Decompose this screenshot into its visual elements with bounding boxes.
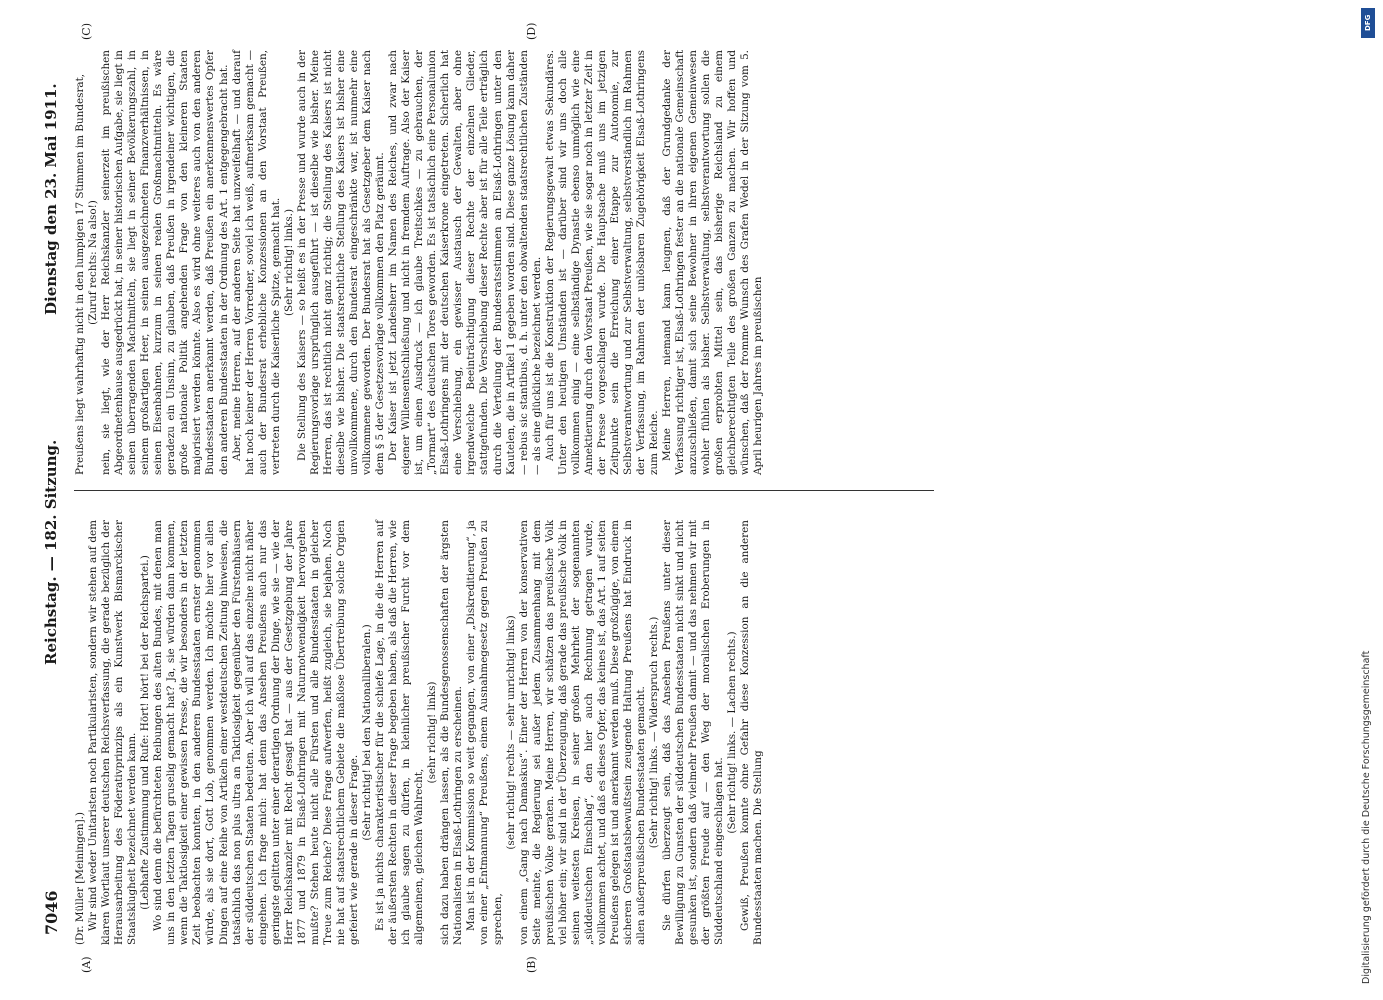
session-title: Reichstag. — 182. Sitzung.	[42, 439, 60, 665]
margin-marker-b: (B)	[525, 956, 538, 973]
paragraph: Auch für uns ist die Konstruktion der Regierungsgewalt etwas Sekundäres. Unter den heutigen Umständen ist — darüber sind wir uns doch alle vollkommen einig — eine selbständige Dynastie ebenso unmöglich wie eine Annektierung durch den Vorstaat Preußen, wie sie sogar noch in letzter Zeit in der Presse vorgeschlagen wurde. Die Hauptsache muß uns im jetzigen Zeitpunkte sein die Erreichung einer Etappe zur Autonomie, zur Selbstverantwortung und zur Selbstverwaltung, selbstverständlich im Rahmen der Verfassung, im Rahmen der unlösbaren Zugehörigkeit Elsaß-Lothringens zum Reiche.	[543, 50, 661, 475]
paragraph: Preußens liegt wahrhaftig nicht in den lumpigen 17 Stimmen im Bundesrat,	[74, 73, 86, 475]
paragraph: Meine Herren, niemand kann leugnen, daß der Grundgedanke der Verfassung richtiger ist, Elsaß-Lothringen fester an die nationale Gemeinschaft anzuschließen, damit sich seine Bewohner in ihren eigenen Gemeinwesen wohler fühlen als bisher. Selbstverwaltung, selbstverantwortung sollen die großen erprobten Mittel sein, das bisherige Reichsland zu einem gleichberechtigten Teile des großen Ganzen zu machen. Wir hoffen und wünschen, daß der fromme Wunsch des Grafen Wedel in der Sitzung vom 5. April heurigen Jahres im preußischen	[661, 50, 765, 475]
column-divider	[74, 490, 934, 491]
interjection: (sehr richtig! links)	[426, 681, 439, 784]
interjection: (Sehr richtig! links. — Widerspruch rechts.)	[648, 616, 661, 849]
interjection: (sehr richtig! rechts — sehr unrichtig! links)	[504, 615, 517, 850]
margin-marker-d: (D)	[525, 22, 538, 40]
paragraph: sich dazu haben drängen lassen, als die Bundesgenossenschaften der ärgsten Nationalisten in Elsaß-Lothringen zu erscheinen.	[439, 520, 465, 945]
margin-marker-c: (C)	[80, 23, 93, 40]
interjection: (Sehr richtig! links. — Lachen rechts.)	[726, 631, 739, 834]
paragraph: Man ist in der Kommission so weit gegangen, von einer „Diskreditierung“, ja von einer „Entmannung“ Preußens, einem Ausnahmegesetz gegen Preußen zu sprechen,	[465, 520, 504, 945]
paragraph: Die Stellung des Kaisers — so heißt es in der Presse und wurde auch in der Regierungsvorlage ursprünglich ausgeführt — ist dieselbe wie bisher. Meine Herren, das ist rechtlich nicht ganz richtig; die Stellung des Kaisers ist nicht dieselbe wie bisher. Die staatsrechtliche Stellung des Kaisers ist bisher eine unvollkommene, durch den Bundesrat eingeschränkte war, ist nunmehr eine vollkommene geworden. Der Bundesrat hat als Gesetzgeber dem Kaiser nach dem § 5 der Gesetzesvorlage vollkommen den Platz geräumt.	[295, 50, 387, 475]
paragraph: Wir sind weder Unitaristen noch Partikularisten, sondern wir stehen auf dem klaren Wortlaut unserer deutschen Reichsverfassung, die gerade bezüglich der Herausarbeitung des Föderativprinzips als ein Kunstwerk Bismarckischer Staatsklugheit bezeichnet werden kann.	[87, 520, 139, 945]
interjection: (Sehr richtig! links.)	[282, 208, 295, 317]
page-header	[40, 45, 68, 945]
text-column-right	[74, 50, 765, 475]
paragraph: Der Kaiser ist jetzt Landesherr im Namen des Reiches, und zwar nach eigener Willensentschließung und nicht in fremdem Auftrage. Also der Kaiser ist, um einen Ausdruck — ich glaube Treitschkes — zu gebrauchen, der „Tormart“ des deutschen Tores geworden. Es ist tatsächlich eine Personalunion Elsaß-Lothringens mit der deutschen Kaiserkrone eingetreten. Sicherlich hat eine Verschiebung, ein gewisser Austausch der Gewalten, aber ohne irgendwelche Beeinträchtigung dieser Rechte der einzelnen Glieder, stattgefunden. Die Verschiebung dieser Rechte aber ist für alle Teile erträglich durch die Verteilung der Bundesratsstimmen an Elsaß-Lothringen unter den Kautelen, die in Artikel 1 gegeben worden sind. Diese ganze Lösung kann daher — rebus sic stantibus, d. h. unter den obwaltenden staatsrechtlichen Zuständen — als eine glückliche bezeichnet werden.	[387, 50, 543, 475]
document-page	[40, 22, 1330, 973]
dfg-logo: DFG	[1361, 8, 1375, 38]
session-date: Dienstag den 23. Mai 1911.	[42, 83, 60, 315]
page-number: 7046	[42, 890, 61, 935]
interjection: (Sehr richtig! bei den Nationalliberalen.)	[361, 624, 374, 841]
paragraph: Sie dürfen überzeugt sein, daß das Ansehen Preußens unter dieser Bewilligung zu Gunsten der süddeutschen Bundesstaaten nicht sinkt und nicht gesunken ist, sondern daß vielmehr Preußen damit — und das nehmen wir mit der größten Freude auf — den Weg der moralischen Eroberungen in Süddeutschland eingeschlagen hat.	[661, 520, 726, 945]
margin-marker-a: (A)	[80, 956, 93, 973]
speaker-label: (Dr. Müller [Meiningen].)	[74, 812, 86, 945]
paragraph: Es ist ja nichts charakteristischer für die schiefe Lage, in die die Herren auf der äußersten Rechten in dieser Frage begeben haben, als daß die Herren, wie ich glaube sagen zu dürfen, in kleinlicher preußischer Furcht vor dem allgemeinen, gleichen Wahlrecht,	[374, 520, 426, 945]
paragraph: von einem „Gang nach Damaskus“. Einer der Herren von der konservativen Seite meinte, die Regierung sei außer jedem Zusammenhang mit dem preußischen Volke geraten. Meine Herren, wir schätzen das preußische Volk viel höher ein; wir sind in der Überzeugung, daß gerade das preußische Volk in seinen weitesten Kreisen, in seiner großen Mehrheit der sogenannten „süddeutschen Einschlag“, den hier auch Rechnung getragen wurde, vollkommen achtet, und daß es dieses Opfer, das keines ist, das Art. 1 auf seiten Preußens gelegen ist und anerkannt werden muß. Diese großzügige, von einem sicheren Großstaatsbewußtsein zeugende Haltung Preußens hat Eindruck in allen außerpreußischen Bundesstaaten gemacht.	[517, 520, 648, 945]
paragraph: nein, sie liegt, wie der Herr Reichskanzler seinerzeit im preußischen Abgeordnetenhause ausgedrückt hat, in seiner historischen Aufgabe, sie liegt in seinen überragenden Machtmitteln, sie liegt in seiner Bevölkerungszahl, in seinem großartigen Heer, in seinen ausgezeichneten Finanzverhältnissen, in seinen Eisenbahnen, kurzum in seinen realen Großmachtmitteln. Es wäre geradezu ein Unsinn, zu glauben, daß Preußen in irgendeiner wichtigen, die große nationale Politik angehenden Frage von den kleineren Staaten majorisiert werden könnte. Also es wird ohne weiteres auch von den anderen Bundesstaaten anerkannt werden, daß Preußen ein anerkennenswertes Opfer den anderen Bundesstaaten in der Ordnung des Art. 1 entgegengebracht hat.	[100, 50, 230, 475]
interjection: (Lebhafte Zustimmung und Rufe: Hört! hört! bei der Reichspartei.)	[139, 555, 152, 910]
text-column-left	[74, 520, 765, 945]
interjection: (Zuruf rechts: Na also!)	[87, 200, 100, 325]
paragraph: Aber, meine Herren, auf der anderen Seite hat unzweifelhaft — und darauf hat noch keiner der Herren Vorredner, soviel ich weiß, aufmerksam gemacht — auch der Bundesrat erhebliche Konzessionen an den Vorstaat Preußen, vertreten durch die Kaiserliche Spitze, gemacht hat.	[230, 50, 282, 475]
digitization-credit: Digitalisierung gefördert durch die Deutsche Forschungsgemeinschaft	[1361, 650, 1372, 984]
paragraph: Wo sind denn die befürchteten Reibungen des alten Bundes, mit denen man uns in den letzten Tagen gruselig gemacht hat? Ja, sie würden dann kommen, wenn die Taktlosigkeit einer gewissen Presse, die wir besonders in der letzten Zeit beobachten konnten, in den anderen Bundesstaaten ernster genommen würde, als sie dort, Gott Lob, genommen werden. Ich möchte hier vor allen Dingen auf eine Reihe von Artikeln einer westdeutschen Zeitung hinweisen, die tatsächlich das non plus ultra an Taktlosigkeit gegenüber den Fürstenhäusern der süddeutschen Staaten bedeuten. Aber ich will auf das einzelne nicht näher eingehen. Ich frage mich: hat denn das Ansehen Preußens auch nur das geringste gelitten unter einer derartigen Ordnung der Dinge, wie sie — wie der Herr Reichskanzler mit Recht gesagt hat — aus der Gesetzgebung der Jahre 1877 und 1879 in Elsaß-Lothringen mit Naturnotwendigkeit hervorgehen mußte? Stehen heute nicht alle Fürsten und alle Bundesstaaten in gleicher Treue zum Reiche? Diese Frage aufwerfen, heißt zugleich, sie bejahen. Noch nie hat auf staatsrechtlichem Gebiete die maßlose Übertreibung solche Orgien gefeiert wie gerade in dieser Frage.	[152, 520, 360, 945]
paragraph: Gewiß, Preußen konnte ohne Gefahr diese Konzession an die anderen Bundesstaaten machen. Die Stellung	[739, 520, 765, 945]
